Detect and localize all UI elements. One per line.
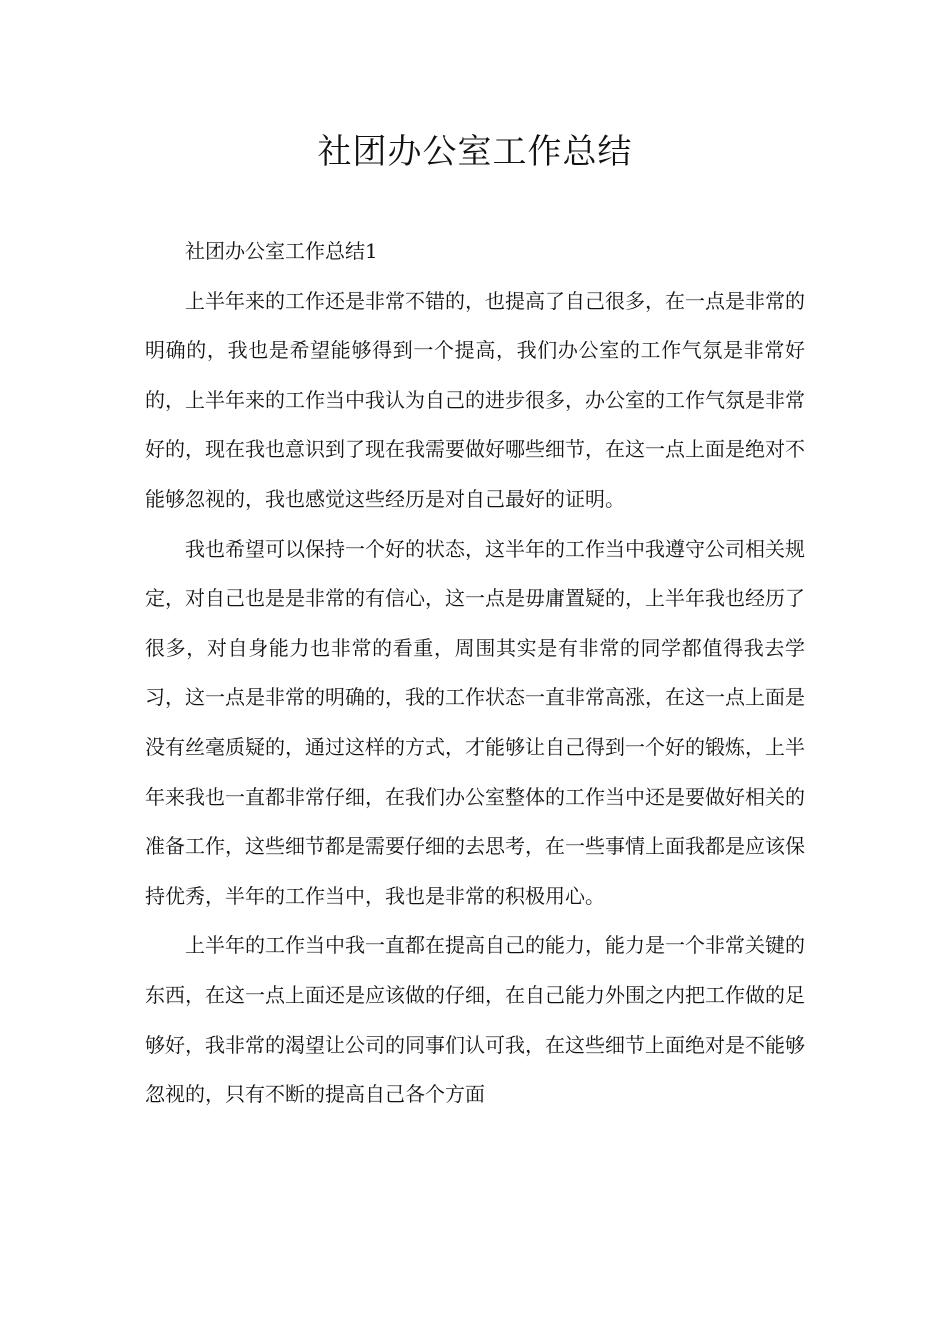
- section-heading: 社团办公室工作总结1: [185, 239, 378, 263]
- document-title: 社团办公室工作总结: [317, 132, 633, 172]
- paragraph-3: 上半年的工作当中我一直都在提高自己的能力，能力是一个非常关键的东西，在这一点上面还是应该做的仔细，在自己能力外围之内把工作做的足够好，我非常的渴望让公司的同事们认可我，在这些细节上面绝对是不能够忽视的，只有不断的提高自己各个方面: [145, 933, 805, 1107]
- document-body: [145, 227, 805, 1120]
- paragraph-2: 我也希望可以保持一个好的状态，这半年的工作当中我遵守公司相关规定，对自己也是是非常的有信心，这一点是毋庸置疑的，上半年我也经历了很多，对自身能力也非常的看重，周围其实是有非常的同学都值得我去学习，这一点是非常的明确的，我的工作状态一直非常高涨，在这一点上面是没有丝毫质疑的，通过这样的方式，才能够让自己得到一个好的锻炼，上半年来我也一直都非常仔细，在我们办公室整体的工作当中还是要做好相关的准备工作，这些细节都是需要仔细的去思考，在一些事情上面我都是应该保持优秀，半年的工作当中，我也是非常的积极用心。: [145, 536, 805, 908]
- paragraph-1: 上半年来的工作还是非常不错的，也提高了自己很多，在一点是非常的明确的，我也是希望能够得到一个提高，我们办公室的工作气氛是非常好的，上半年来的工作当中我认为自己的进步很多，办公室的工作气氛是非常好的，现在我也意识到了现在我需要做好哪些细节，在这一点上面是绝对不能够忽视的，我也感觉这些经历是对自己最好的证明。: [145, 288, 805, 511]
